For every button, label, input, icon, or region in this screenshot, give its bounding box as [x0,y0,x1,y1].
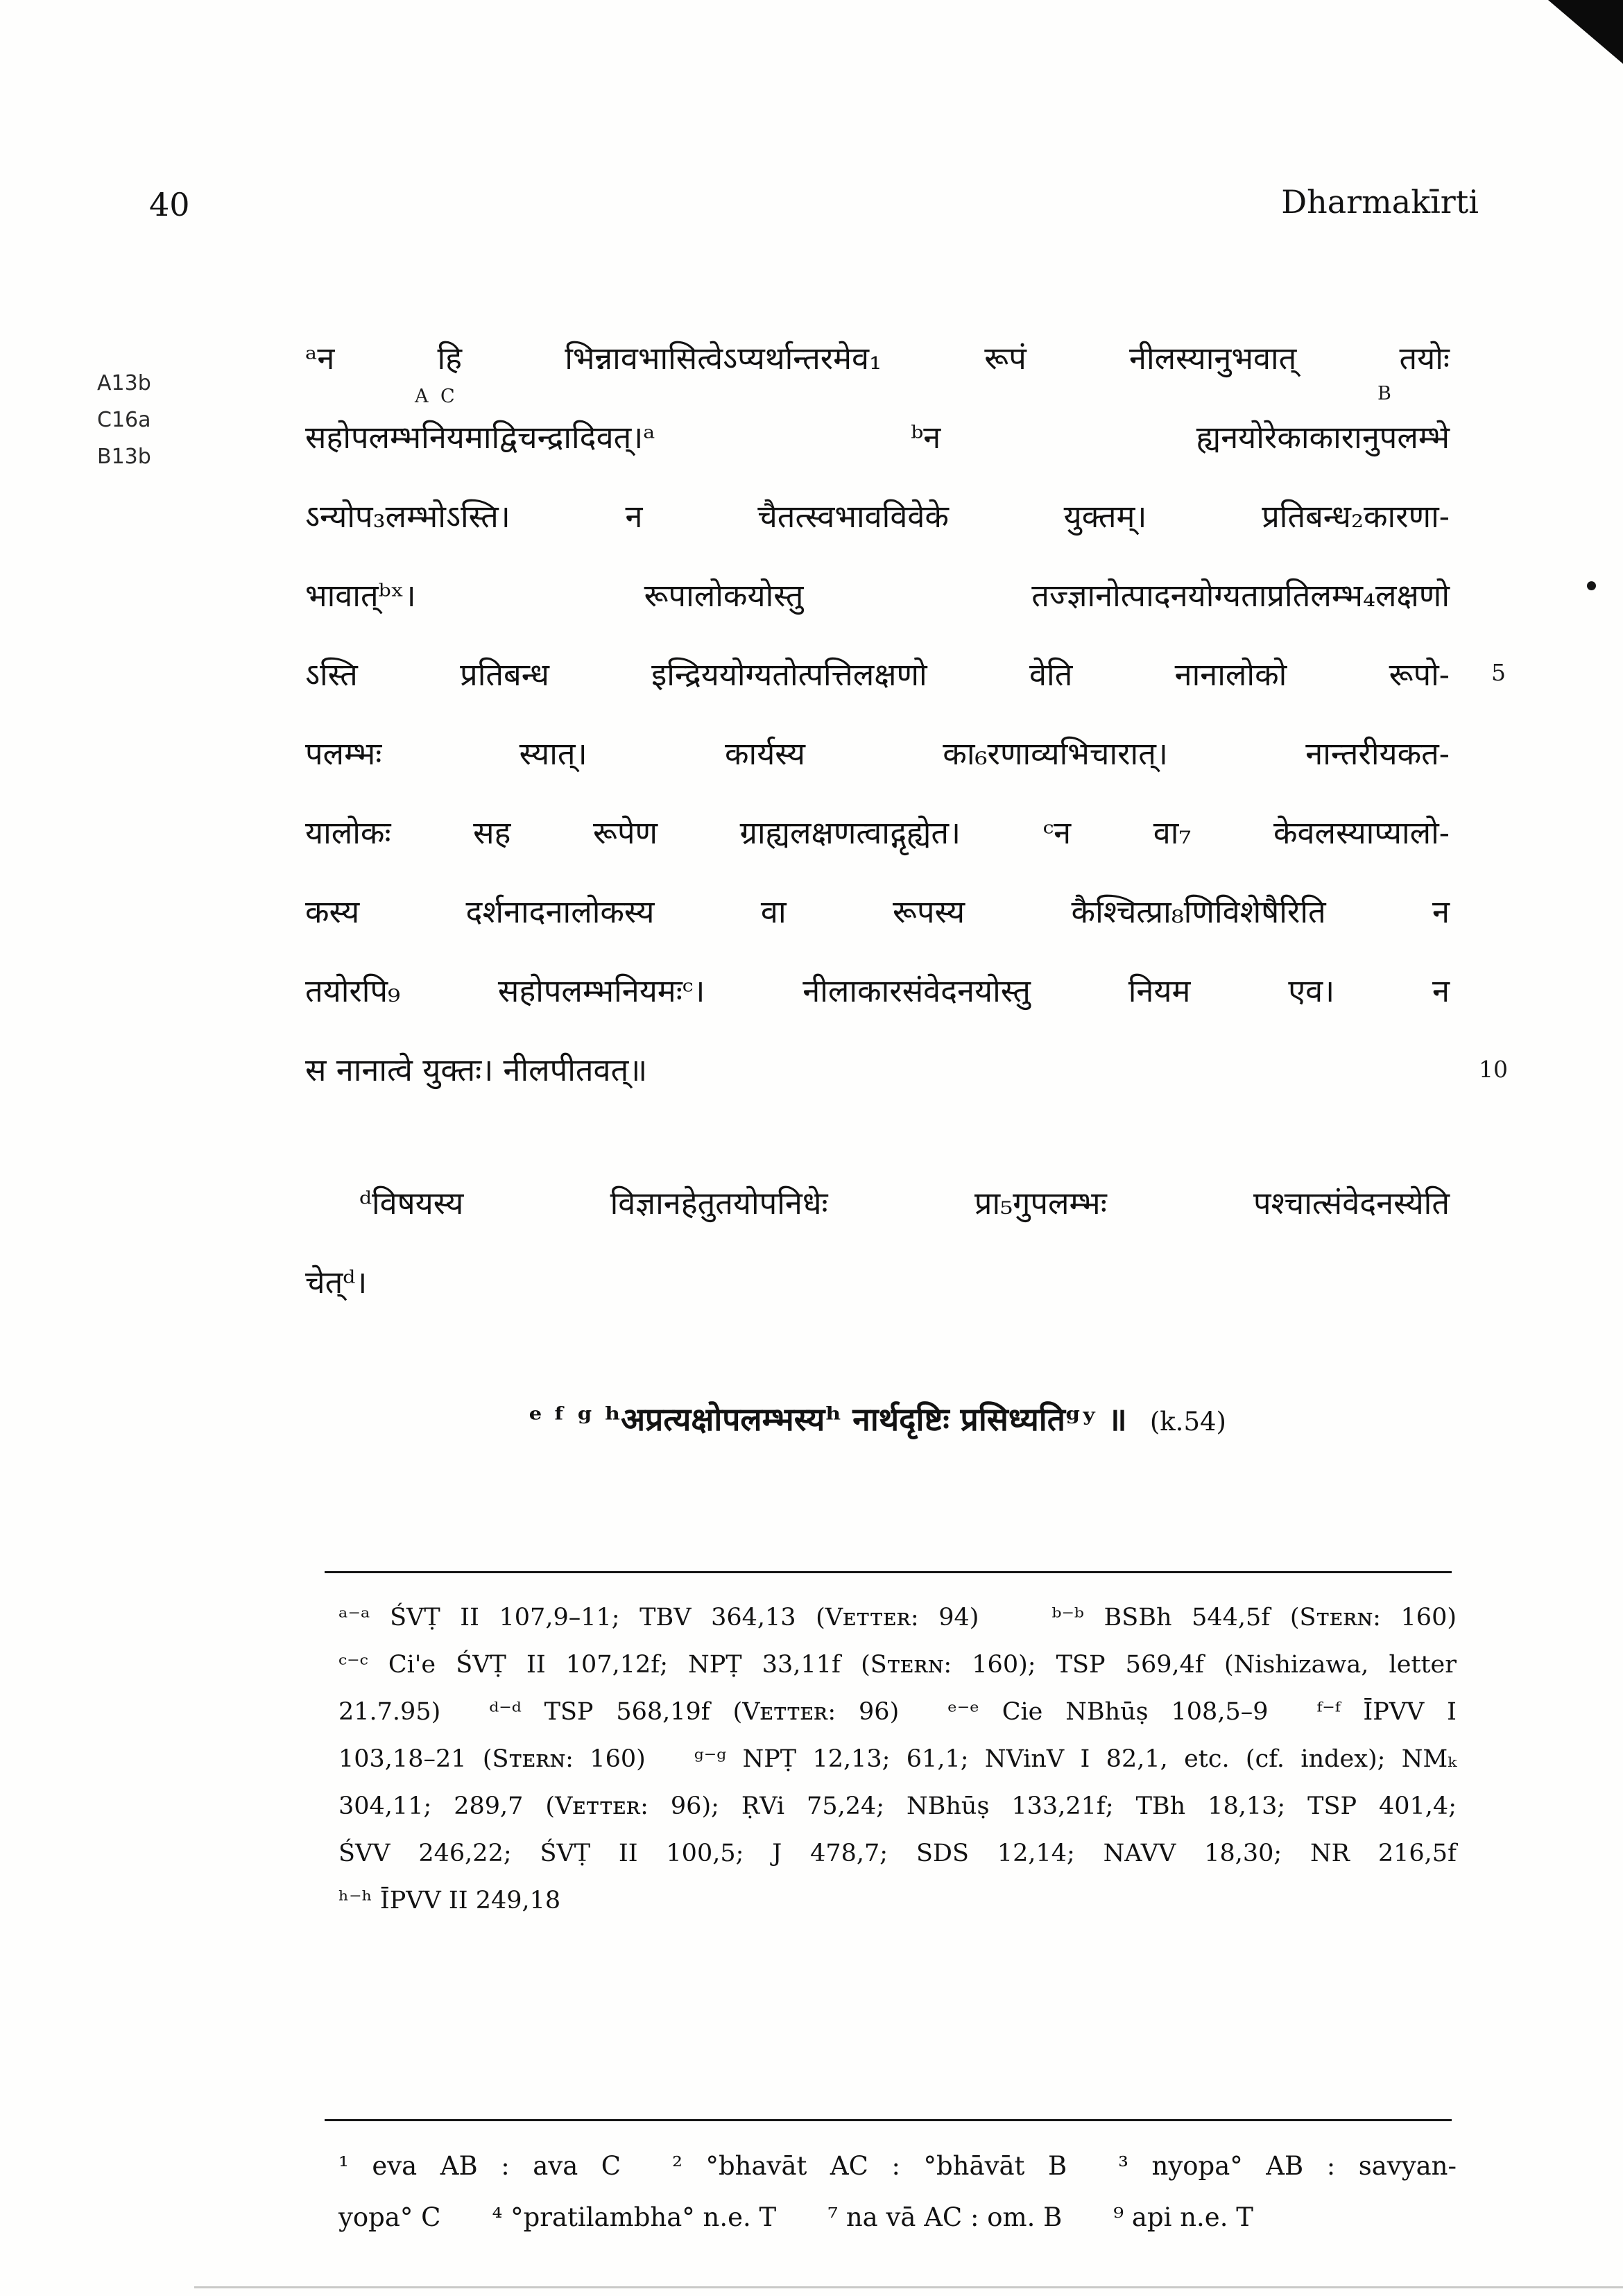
folio-siglum: C16a [97,408,151,432]
apparatus-divider-rule [325,1571,1452,1573]
page-number: 40 [149,186,190,223]
sanskrit-line: चेत्ᵈ। [305,1264,368,1301]
karika-verse: ᵉ ᶠ ᵍ ʰअप्रत्यक्षोपलम्भस्यʰ नार्थदृष्टिः प्रसिध्यतिᵍʸ ॥ [529,1400,1127,1438]
interlinear-folio-siglum-b: B [1377,383,1393,404]
main-sanskrit-text [305,319,1450,1461]
variant-line: ¹ eva AB : ava C ² °bhavāt AC : °bhāvāt B ³ nyopa° AB : savyan- [338,2151,1457,2181]
karika-reference: (k.54) [1149,1407,1226,1437]
sanskrit-line: पलम्भः स्यात्। कार्यस्य का₆रणाव्यभिचारात्। नान्तरीयकत- [305,735,1450,772]
sanskrit-line: सहोपलम्भनियमाद्विचन्द्रादिवत्।ᵃ ᵇन ह्यनयोरेकाकारानुपलम्भे [305,419,1450,456]
sanskrit-line: तयोरपि₉ सहोपलम्भनियमःᶜ। नीलाकारसंवेदनयोस्तु नियम एव। न [305,973,1450,1009]
apparatus-line: ŚVV 246,22; ŚVṬ II 100,5; J 478,7; SDS 12,14; NAVV 18,30; NR 216,5f [338,1840,1457,1867]
sanskrit-line: स नानात्वे युक्तः। नीलपीतवत्॥ [305,1052,648,1088]
variant-line: yopa° C ⁴ °pratilambha° n.e. T ⁷ na vā AC : om. B ⁹ api n.e. T [338,2202,1253,2232]
apparatus-line: ᵃ⁻ᵃ ŚVṬ II 107,9–11; TBV 364,13 (Vᴇᴛᴛᴇʀ: 94) ᵇ⁻ᵇ BSBh 544,5f (Sᴛᴇʀɴ: 160) [338,1604,1457,1631]
sanskrit-line: कस्य दर्शनादनालोकस्य वा रूपस्य कैश्चित्प्रा₈णिविशेषैरिति न [305,893,1450,930]
testimonia-apparatus [338,1594,1457,1924]
sanskrit-line: यालोकः सह रूपेण ग्राह्यलक्षणत्वाद्गृह्येत। ᶜन वा₇ केवलस्याप्यालो- [305,814,1450,851]
apparatus-line: ᶜ⁻ᶜ Ci'e ŚVṬ II 107,12f; NPṬ 33,11f (Sᴛᴇʀɴ: 160); TSP 569,4f (Nishizawa, letter [338,1651,1457,1679]
running-head: Dharmakīrti [1281,183,1479,221]
sanskrit-line: ᵃन हि भिन्नावभासित्वेऽप्यर्थान्तरमेव₁ रूपं नीलस्यानुभवात् तयोः [305,340,1450,377]
sanskrit-line: ऽस्ति प्रतिबन्ध इन्द्रिययोग्यतोत्पत्तिलक्षणो वेति नानालोको रूपो- [305,656,1450,693]
variant-readings-apparatus [338,2141,1457,2243]
apparatus-line: 304,11; 289,7 (Vᴇᴛᴛᴇʀ: 96); ṚVi 75,24; NBhūṣ 133,21f; TBh 18,13; TSP 401,4; [338,1792,1457,1820]
variants-divider-rule [325,2119,1452,2121]
sanskrit-line: ऽन्योप₃लम्भोऽस्ति। न चैतत्स्वभावविवेके युक्तम्। प्रतिबन्ध₂कारणा- [305,498,1450,535]
folio-siglum: B13b [97,445,151,469]
scan-artifact-bottom-line [194,2286,1623,2288]
margin-folio-sigla [97,365,151,475]
apparatus-line: ʰ⁻ʰ ĪPVV II 249,18 [338,1887,561,1914]
sanskrit-line: ᵈविषयस्य विज्ञानहेतुतयोपनिधेः प्रा₅गुपलम्भः पश्चात्संवेदनस्येति [359,1185,1450,1222]
apparatus-line: 103,18–21 (Sᴛᴇʀɴ: 160) ᵍ⁻ᵍ NPṬ 12,13; 61,1; NVinV I 82,1, etc. (cf. index); NMₖ [338,1745,1457,1773]
scan-artifact-corner-triangle [1548,0,1623,64]
sanskrit-line: भावात्ᵇˣ। रूपालोकयोस्तु तज्ज्ञानोत्पादनयोग्यताप्रतिलम्भ₄लक्षणो [305,577,1450,614]
interlinear-folio-sigla-ac: A C [415,386,456,407]
scan-artifact-dot [1587,581,1596,590]
margin-line-number-10: 10 [1479,1056,1508,1083]
apparatus-line: 21.7.95) ᵈ⁻ᵈ TSP 568,19f (Vᴇᴛᴛᴇʀ: 96) ᵉ⁻ᵉ Cie NBhūṣ 108,5–9 ᶠ⁻ᶠ ĪPVV I [338,1698,1457,1726]
folio-siglum: A13b [97,371,151,395]
margin-line-number-5: 5 [1491,659,1506,686]
karika-verse-row [305,1378,1450,1461]
